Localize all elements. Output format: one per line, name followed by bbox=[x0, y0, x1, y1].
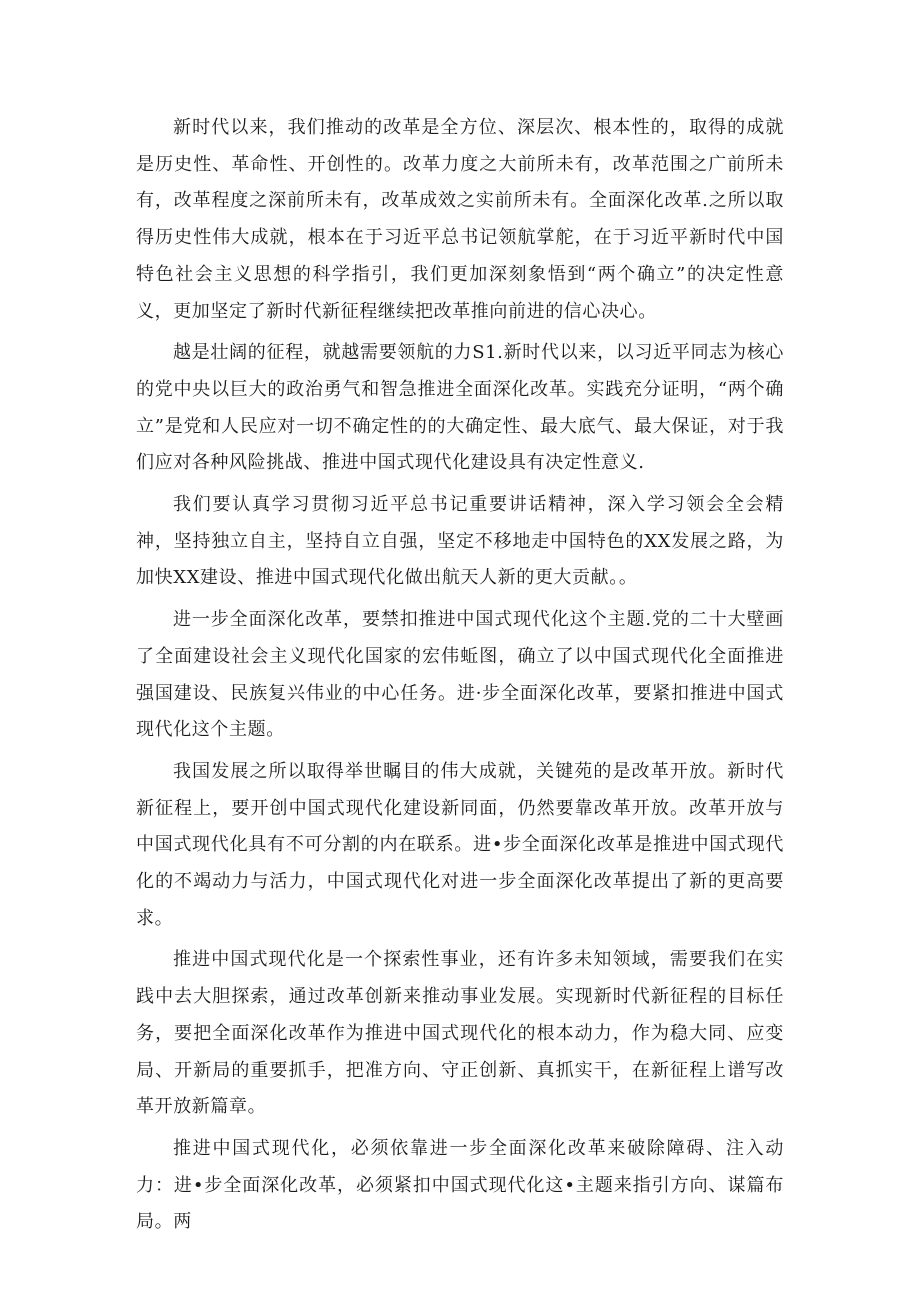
paragraph-5: 我国发展之所以取得举世瞩目的伟大成就，关键苑的是改革开放。新时代新征程上，要开创中国式现代化建设新同面，仍然要靠改革开放。改革开放与中国式现代化具有不可分割的内在联系。进•步全面深化改革是推进中国式现代化的不竭动力与活力，中国式现代化对进一步全面深化改革提出了新的更高要求。 bbox=[136, 760, 784, 929]
document-page bbox=[136, 110, 784, 1246]
paragraph-2: 越是壮阔的征程，就越需要领航的力S1.新时代以来，以习近平同志为核心的党中央以巨大的政治勇气和智急推进全面深化改革。实践充分证明，“两个确立”是党和人民应对一切不确定性的的大确定性、最大底气、最大保证，对于我们应对各种风险挑战、推进中国式现代化建设具有决定性意义. bbox=[136, 342, 784, 474]
paragraph-7: 推进中国式现代化，必须依靠进一步全面深化改革来破除障碍、注入动力：进•步全面深化改革，必须紧扣中国式现代化这•主题来指引方向、谋篇布局。两 bbox=[136, 1137, 784, 1233]
paragraph-1: 新时代以来，我们推动的改革是全方位、深层次、根本性的，取得的成就是历史性、革命性、开创性的。改革力度之大前所未有，改革范围之广前所未有，改革程度之深前所未有，改革成效之实前所未有。全面深化改革.之所以取得历史性伟大成就，根本在于习近平总书记领航掌舵，在于习近平新时代中国特色社会主义思想的科学指引，我们更加深刻象悟到“两个确立”的决定性意义，更加坚定了新时代新征程继续把改革推向前进的信心决心。 bbox=[136, 117, 784, 322]
paragraph-3: 我们要认真学习贯彻习近平总书记重要讲话精神，深入学习领会全会精神，坚持独立自主，坚持自立自强，坚定不移地走中国特色的XX发展之路，为加快XX建设、推进中国式现代化做出航天人新的更大贡献。。 bbox=[136, 494, 784, 589]
paragraph-4: 进一步全面深化改革，要禁扣推进中国式现代化这个主题.党的二十大壁画了全面建设社会主义现代化国家的宏伟蚯图，确立了以中国式现代化全面推进强国建设、民族复兴伟业的中心任务。进·步全面深化改革，要紧扣推进中国式现代化这个主题。 bbox=[136, 609, 784, 741]
paragraph-6: 推进中国式现代化是一个探索性事业，还有许多未知领域，需要我们在实践中去大胆探索，通过改革创新来推动事业发展。实现新时代新征程的目标任务，要把全面深化改革作为推进中国式现代化的根本动力，作为稳大同、应变局、开新局的重要抓手，把准方向、守正创新、真抓实干，在新征程上谱写改革开放新篇章。 bbox=[136, 949, 784, 1118]
